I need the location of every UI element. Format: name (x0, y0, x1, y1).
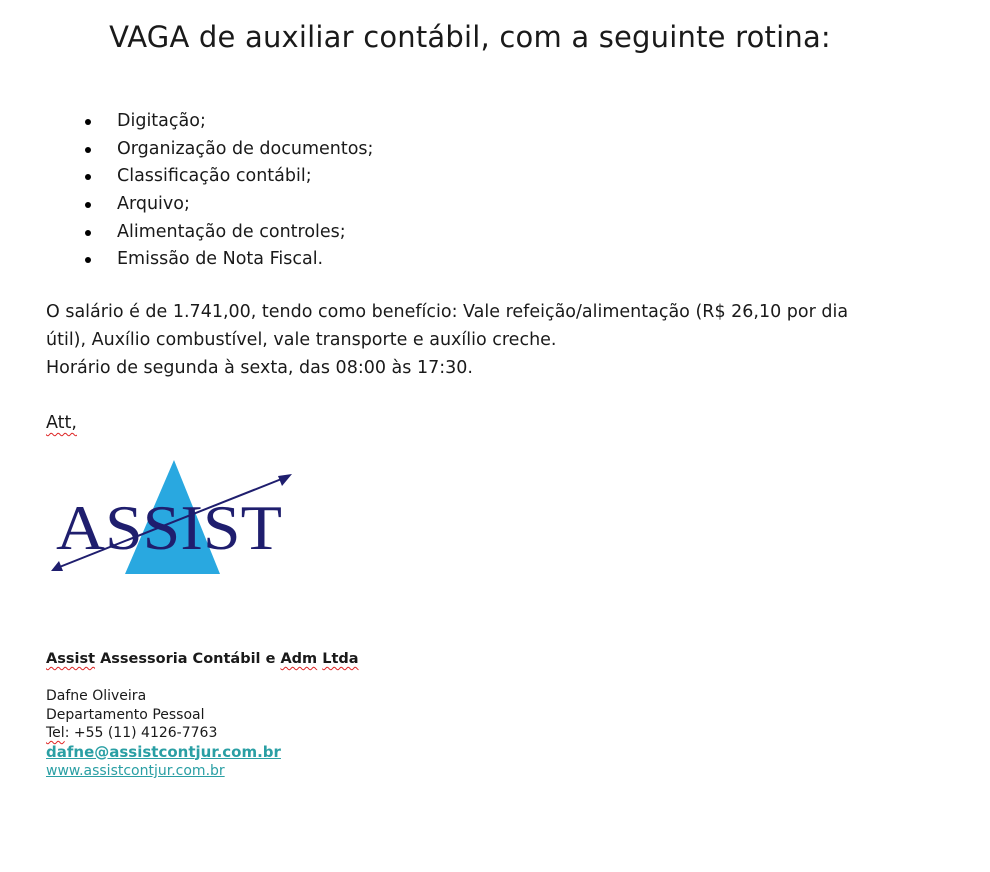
schedule-line: Horário de segunda à sexta, das 08:00 às 17:30. (46, 358, 473, 378)
list-item (80, 191, 373, 219)
email-signature (46, 651, 359, 781)
department: Departamento Pessoal (46, 706, 205, 723)
company-name (46, 651, 359, 667)
email-line (46, 743, 359, 763)
task-list (80, 108, 373, 274)
phone-label: Tel (46, 725, 65, 741)
task-text: Emissão de Nota Fiscal. (117, 249, 324, 270)
benefits-line: útil), Auxílio combustível, vale transporte e auxílio creche. (46, 330, 557, 350)
website-link[interactable]: www.assistcontjur.com.br (46, 763, 225, 779)
bullet-icon (85, 257, 91, 263)
job-description (46, 298, 906, 382)
website-line (46, 762, 359, 781)
bullet-icon (85, 174, 91, 180)
list-item (80, 163, 373, 191)
task-text: Arquivo; (117, 194, 190, 215)
closing-greeting: Att, (46, 413, 77, 433)
company-word: Ltda (322, 651, 359, 667)
list-item (80, 136, 373, 164)
list-item (80, 108, 373, 136)
task-text: Classificação contábil; (117, 166, 312, 187)
arrow-head-icon (278, 474, 292, 486)
assist-logo (48, 458, 298, 580)
list-item (80, 219, 373, 247)
logo-text: ASSIST (56, 493, 282, 563)
phone-number: : +55 (11) 4126-7763 (64, 725, 218, 741)
contact-name: Dafne Oliveira (46, 688, 147, 704)
phone (46, 724, 359, 743)
task-text: Digitação; (117, 111, 206, 131)
bullet-icon (85, 202, 91, 208)
salary-line: O salário é de 1.741,00, tendo como benefício: Vale refeição/alimentação (R$ 26,10 por dia (46, 302, 849, 322)
list-item (80, 246, 373, 274)
task-text: Alimentação de controles; (117, 221, 346, 242)
email-link[interactable]: dafne@assistcontjur.com.br (46, 742, 281, 761)
task-text: Organização de documentos; (117, 138, 374, 159)
bullet-icon (85, 119, 91, 125)
company-word: Assist (46, 651, 96, 667)
job-title: VAGA de auxiliar contábil, com a seguinte rotina: (109, 20, 831, 54)
company-word: Assessoria Contábil e (95, 651, 281, 667)
bullet-icon (85, 147, 91, 153)
bullet-icon (85, 230, 91, 236)
company-word: Adm (280, 651, 318, 667)
